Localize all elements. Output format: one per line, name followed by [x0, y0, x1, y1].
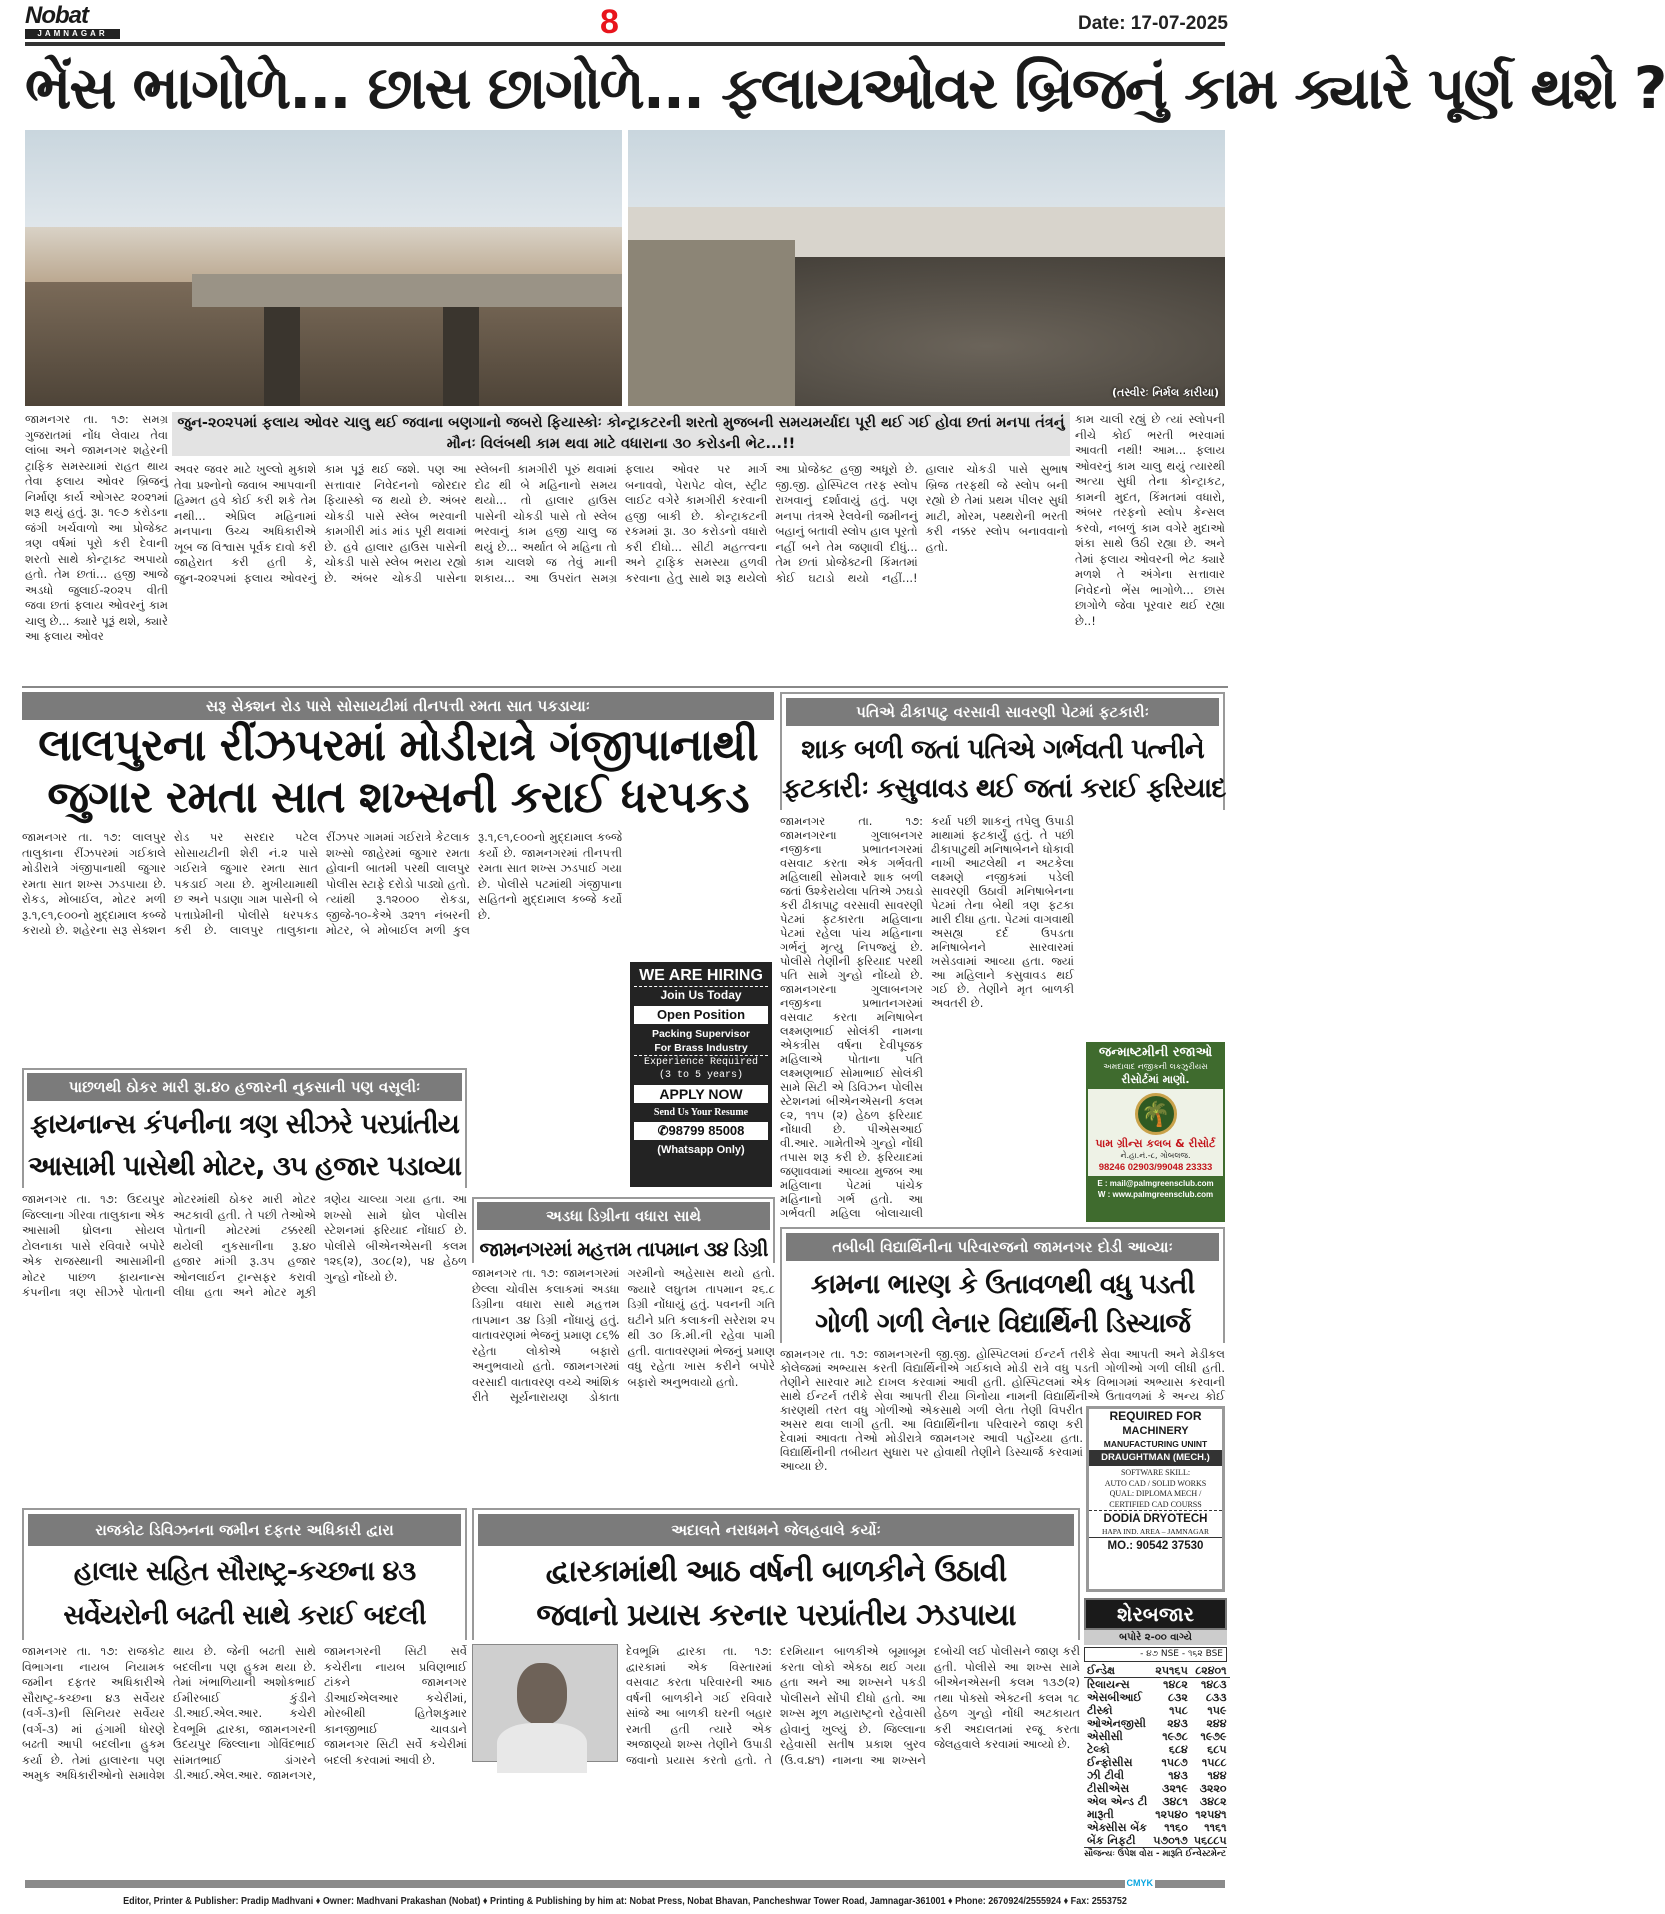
stock-row [1084, 1678, 1230, 1692]
cmyk-bar [25, 1880, 1225, 1888]
stock-nse-value: ૧૯૭૮ [1162, 1730, 1188, 1743]
stock-bse-value: ૩૨૨૦ [1199, 1782, 1227, 1795]
flyover-photo-right [628, 130, 1225, 406]
stock-nse-value: ૧૫૮ [1169, 1704, 1188, 1717]
medical-body: જામનગર તા. ૧૭: જામનગરની જી.જી. હોસ્પિટલમાં ઈન્ટર્ન તરીકે સેવા આપતી અને મેડીકલ કોલેજમાં અભ્યાસ કરતી વિદ્યાર્થિનીએ ગઈકાલે મોડી રાત્રે વધુ પડતી ગોળીઓ ગળી લીધી હતી. તેણીને સારવાર માટે દાખલ કરવામાં આવી હતી. હોસ્પિટલમાં એક વિભાગમાં અભ્યાસ કરવાની સાથે ઈન્ટર્ન તરીકે સેવા આપતી રીયા ગિનોયા નામની વિદ્યાર્થિનીએ ઉતાવળમાં કે અન્ય કોઈ કારણથી તરત વધુ ગોળીઓ એકસાથે ગળી લેતા તેણી વિપરીત અસર થવા લાગી હતી. આ વિદ્યાર્થિનીના પરિવારને જાણ કરી દેવામાં આવતા તેઓ મોડીરાત્રે જામનગર આવી પહોંચ્યા હતા. વિદ્યાર્થિનીની તબીયત સુધારા પર હોવાથી તેણીને ડિસ્ચાર્જ કરવામાં આવ્યા છે. [780, 1347, 1225, 1473]
hiring-ad[interactable] [630, 962, 772, 1187]
stock-nse-value: ૫૭૦૧૭ [1153, 1834, 1188, 1847]
surveyors-kicker: રાજકોટ ડિવિઝનના જમીન દફતર અધિકારી દ્વારા [28, 1514, 461, 1546]
dwarka-body-area [472, 1644, 1080, 1876]
stock-row [1084, 1834, 1230, 1847]
stock-row [1084, 1795, 1230, 1808]
stock-name: એલ એન્ડ ટી [1087, 1795, 1148, 1808]
medical-headline-1: કામના ભારણ કે ઉતાવળથી વધુ પડતી [810, 1269, 1195, 1300]
hiring-apply-now: APPLY NOW [634, 1085, 768, 1103]
stock-bse-value: ૨૪૪ [1206, 1717, 1227, 1730]
finance-kicker: પાછળથી ઠોકર મારી રૂા.૪૦ હજારની નુકસાની પણ વસૂલીઃ [27, 1073, 462, 1101]
palm-tree-icon: 🌴 [1135, 1093, 1177, 1135]
stock-bse-value: ૩૪૮૨ [1199, 1795, 1227, 1808]
gambling-headline-1: લાલપુરના રીંઝપરમાં મોડીરાત્રે ગંજીપાનાથી [38, 720, 758, 771]
nse-change: - ૪૭ NSE [1140, 1649, 1179, 1659]
stock-nse-value: ૧૧૬૦ [1164, 1821, 1188, 1834]
draughtsman-address: HAPA IND. AREA – JAMNAGAR [1089, 1527, 1222, 1538]
lead-subhead: જુન-૨૦૨૫માં ફલાય ઓવર ચાલુ થઈ જવાના બણગાનો જબરો ફિયાસ્કોઃ કોન્ટ્રાકટરની શરતો મુજબની સમયમર્યાદા પૂરી થઈ ગઈ હોવા છતાં મનપા તંત્રનું મૌનઃ વિલંબથી કામ થવા માટે વધારાના ૩૦ કરોડની ભેટ...!! [172, 412, 1070, 456]
finance-body: જામનગર તા. ૧૭: ઉદયપુર જિલ્લાના ગીરવા તાલુકાના એક આસામી ધ્રોલના સોયલ ટોલનાકા પાસે રવિવારે બપોરે એક રાજસ્થાની આસામીની મોટર પાછળ ફાયનાન્સ કંપનીના ત્રણ સીઝરે પોતાની મોટરમાંથી ઠોકર મારી મોટર અટકાવી હતી. તે પછી તેઓએ પોતાની મોટરમાં ટક્કરથી થયેલી નુકસાનીના રૂ.૪૦ હજાર માંગી રૂ.૩૫ હજાર ઓનલાઈન ટ્રાન્સફર કરાવી લીધા હતા અને મોટર મૂકી ત્રણેય ચાલ્યા ગયા હતા. આ શખ્સો સામે ધ્રોલ પોલીસ સ્ટેશનમાં ફરિયાદ નોંધાઈ છે. પોલીસે બીએનએસની કલમ ૧૨૬(૨), ૩૦૮(૨), ૫૪ હેઠળ ગુન્હો નોંધ્યો છે. [22, 1192, 467, 1299]
stock-name: ઈન્ફોસીસ [1087, 1756, 1133, 1769]
hiring-open-position: Open Position [634, 1006, 768, 1024]
stock-name: એક્સીસ બેંક [1087, 1821, 1147, 1834]
lead-body-right: કામ ચાલી રહ્યું છે ત્યાં સ્લોપની નીચે કોઈ ભરતી ભરવામાં આવતી નથી! આમ... ફલાય ઓવરનું કામ ચાલુ થયું ત્યારથી અત્યા સુધી તેના કોન્ટ્રાકટ, કામની મુદત, કિંમતમાં વધારો, અંબર તરફનો સ્લોપ કેન્સલ કરવો, નબળું કામ વગેરે મુદાઓ શંકા સાથે ઉઠી રહ્યા છે. અને તેમાં ફલાય ઓવરની ભેટ ક્યારે મળશે તે અંગેના સત્તાવાર નિવેદનો ભેંસ ભાગોળે... છાસ છાગોળે જેવા પૂરવાર થઈ રહ્યા છે..! [1075, 412, 1225, 628]
page-number: 8 [600, 3, 619, 41]
stock-name: ઝી ટીવી [1087, 1769, 1125, 1782]
hiring-tagline: Join Us Today [660, 988, 742, 1002]
stock-bse-value: ૧૯૭૯ [1200, 1730, 1227, 1743]
stock-bse-value: ૧૫૯ [1207, 1704, 1227, 1717]
stock-nse-value: ૧૪૮૨ [1163, 1678, 1188, 1691]
article-dwarka [472, 1508, 1080, 1640]
article-surveyors [22, 1508, 467, 1640]
dwarka-kicker: અદાલતે નરાધમને જેલહવાલે કર્યોઃ [478, 1514, 1074, 1546]
article-pregnant [780, 692, 1225, 810]
stock-table [1084, 1664, 1230, 1847]
stock-row [1084, 1769, 1230, 1782]
stock-bse-value: ૬૮૫ [1207, 1743, 1227, 1756]
stock-row [1084, 1782, 1230, 1795]
stock-source: સૌજન્યઃ ઉપેશ વોરા - મારૂતિ ઈન્વેસ્ટમેન્ટ [1084, 1849, 1227, 1859]
surveyors-headline-1: હાલાર સહિત સૌરાષ્ટ્ર-કચ્છના ૪૩ [73, 1556, 416, 1587]
stock-time: બપોરે ૨-૦૦ વાગ્યે [1084, 1630, 1227, 1645]
article-temperature [472, 1197, 775, 1263]
bse-change: - ૧૬૨ BSE [1181, 1649, 1223, 1659]
draughtsman-line-1: REQUIRED FOR [1109, 1409, 1202, 1423]
stock-row [1084, 1664, 1230, 1678]
draughtsman-skill-2: AUTO CAD / SOLID WORKS [1104, 1478, 1207, 1488]
logo-city: JAMNAGAR [25, 29, 120, 39]
dwarka-headline-2: જવાનો પ્રયાસ કરનાર પરપ્રાંતીય ઝડપાયા [536, 1598, 1016, 1633]
stock-row [1084, 1717, 1230, 1730]
temperature-body: જામનગર તા. ૧૭: જામનગરમાં છેલ્લા ચોવીસ કલાકમાં અડધા ડિગ્રીના વધારા સાથે મહત્તમ તાપમાન ૩૪ ડિગ્રી નોંધાયું હતું. વાતાવરણમાં ભેજનું પ્રમાણ ૮૬% રહેતા લોકોએ બફારો અનુભવાયો હતો. જામનગરમાં વરસાદી વાતાવરણ વચ્ચે આંશિક રીતે સૂર્યનારાયણ ડોકાતા ગરમીનો અહેસાસ થયો હતો. જ્યારે લઘુતમ તાપમાન ૨૬.૮ ડિગ્રી નોંધાયું હતું. પવનની ગતિ ઘટીને પ્રતિ કલાકની સરેરાશ ૨૫ થી ૩૦ કિ.મી.ની રહેવા પામી હતી. વાતાવરણમાં ભેજનું પ્રમાણ વધુ રહેતા ખાસ કરીને બપોરે બફારો અનુભવાયો હતો. [472, 1266, 775, 1404]
surveyors-headline-2: સર્વેયરોની બઢતી સાથે કરાઈ બદલી [63, 1600, 426, 1631]
hiring-send-resume: Send Us Your Resume [653, 1107, 749, 1118]
stock-name: ઈન્ડેક્ષ [1087, 1664, 1116, 1677]
medical-kicker: તબીબી વિદ્યાર્થિનીના પરિવારજનો જામનગર દોડી આવ્યાઃ [786, 1233, 1219, 1261]
stock-nse-value: ૧૪૩ [1168, 1769, 1188, 1782]
resort-name: પામ ગ્રીન્સ કલબ & રીસોર્ટ [1095, 1137, 1216, 1150]
stock-nse-value: ૩૨૧૯ [1162, 1782, 1188, 1795]
stock-bse-value: ૫૬૮૮૫ [1193, 1834, 1227, 1847]
pregnant-body: જામનગર તા. ૧૭: જામનગરના ગુલાબનગર નજીકના પ્રભાતનગરમાં વસવાટ કરતા એક ગર્ભવતી મહિલાથી સોમવારે શાક બળી જતાં ઉશ્કેરાયેલા પતિએ ઝઘડો કરી ઢીકાપાટુ વરસાવી સાવરણી પેટમાં ફટકારતા મહિલાના પેટમાં રહેલા પાંચ મહિનાના ગર્ભનું મૃત્યુ નિપજ્યું છે. પોલીસે તેણીની ફરિયાદ પરથી પતિ સામે ગુન્હો નોંધ્યો છે. જામનગરના ગુલાબનગર નજીકના પ્રભાતનગરમાં વસવાટ કરતા મનિષાબેન લક્ષ્મણભાઈ સોલંકી નામના એકત્રીસ વર્ષના દેવીપૂજક મહિલાએ પોતાના પતિ લક્ષ્મણભાઈ સોમાભાઈ સોલંકી સામે સિટી એ ડિવિઝન પોલીસ સ્ટેશનમાં બીએનએસની કલમ ૯૨, ૧૧૫ (૨) હેઠળ ફરિયાદ નોંધાવી છે. પીએસઆઈ વી.આર. ગામેતીએ ગુન્હો નોંધી તપાસ શરૂ કરી છે. ફરિયાદમાં જણાવવામાં આવ્યા મુજબ આ મહિલાના પેટમાં પાંચેક મહિનાનો ગર્ભ હતો. આ ગર્ભવતી મહિલા બોલાચાલી કર્યા પછી શાકનું તપેલુ ઉપાડી માથામાં ફટકાર્યું હતું. તે પછી ઢીકાપાટુથી મનિષાબેનને ધોકાવી નાખી આટલેથી ન અટકેલા લક્ષ્મણે નજીકમાં પડેલી સાવરણી ઉઠાવી મનિષાબેનના પેટમાં તેના બેથી ત્રણ ફટકા મારી દીધા હતા. પેટમાં વાગવાથી અસહ્ય દર્દ ઉપડતા મનિષાબેનને સારવારમાં ખસેડવામાં આવ્યા હતા. જ્યાં આ મહિલાને કસુવાવડ થઈ ગઈ છે. તેણીને મૃત બાળકી અવતરી છે. [780, 814, 1074, 1220]
stock-nse-value: ૩૪૮૧ [1162, 1795, 1188, 1808]
stock-row [1084, 1821, 1230, 1834]
gambling-headline-2: જુગાર રમતા સાત શખ્સની કરાઈ ધરપકડ [47, 772, 749, 823]
stock-bse-value: ૧૪૮૩ [1200, 1678, 1227, 1691]
stock-nse-value: ૧૫૮૭ [1161, 1756, 1188, 1769]
draughtsman-skill-4: CERTIFIED CAD COURSS [1089, 1500, 1222, 1512]
resort-address: ને.હા.નં.-૮, ગોબલજ. [1120, 1151, 1191, 1160]
stock-row [1084, 1691, 1230, 1704]
section-divider [22, 686, 1228, 688]
gambling-kicker: સરૂ સેક્શન રોડ પાસે સોસાયટીમાં તીનપત્તી રમતા સાત પકડાયાઃ [22, 692, 774, 720]
stock-bse-value: ૧૪૪ [1207, 1769, 1227, 1782]
stock-nse-value: ૧૨૫૪૦ [1155, 1808, 1188, 1821]
stock-nse-value: ૨૪૩ [1167, 1717, 1188, 1730]
stock-bse-value: ૮૨૪૦૧ [1195, 1664, 1227, 1677]
temperature-kicker: અડધા ડિગ્રીના વધારા સાથે [477, 1202, 770, 1230]
hiring-industry: For Brass Industry [634, 1041, 768, 1056]
medical-headline-2: ગોળી ગળી લેનાર વિદ્યાર્થિની ડિસ્ચાર્જ [815, 1308, 1190, 1339]
stock-name: ટીસીએસ [1087, 1782, 1130, 1795]
draughtsman-skill-3: QUAL: DIPLOMA MECH / [1109, 1489, 1202, 1498]
hiring-experience: Experience Required [643, 1057, 759, 1068]
photo-credit: (તસ્વીરઃ નિર્મલ કારીયા) [1111, 386, 1219, 399]
stock-row [1084, 1704, 1230, 1717]
stock-market-box [1084, 1598, 1227, 1861]
stock-name: એસીસી [1087, 1730, 1123, 1743]
hiring-experience-years: (3 to 5 years) [658, 1070, 743, 1081]
draughtsman-skill-1: SOFTWARE SKILL: [1120, 1468, 1191, 1477]
pregnant-headline-1: શાક બળી જતાં પતિએ ગર્ભવતી પત્નીને [801, 734, 1204, 765]
stock-exchange-change [1084, 1647, 1227, 1662]
draughtsman-phone: MO.: 90542 37530 [1107, 1540, 1204, 1552]
stock-name: મારૂતી [1087, 1808, 1114, 1821]
hiring-note: (Whatsapp Only) [657, 1144, 745, 1156]
phone-icon: ✆ [657, 1123, 669, 1138]
stock-row [1084, 1756, 1230, 1769]
resort-line-3: રીસોર્ટમાં માણો. [1121, 1073, 1190, 1086]
logo-wordmark: Nobat [25, 2, 88, 29]
lead-headline: ભેંસ ભાગોળે... છાસ છાગોળે... ફલાયઓવર બ્રિજનું કામ ક્યારે પૂર્ણ થશે ? [25, 54, 1665, 122]
stock-row [1084, 1743, 1230, 1756]
stock-nse-value: ૨૫૧૬૫ [1155, 1664, 1188, 1677]
draughtsman-company: DODIA DRYOTECH [1103, 1513, 1208, 1525]
stock-nse-value: ૬૮૪ [1168, 1743, 1188, 1756]
dwarka-headline-1: દ્વારકામાંથી આઠ વર્ષની બાળકીને ઉઠાવી [545, 1554, 1007, 1589]
stock-name: એસબીઆઈ [1087, 1691, 1142, 1704]
hiring-title: WE ARE HIRING [634, 966, 768, 987]
stock-name: ઓએનજીસી [1087, 1717, 1146, 1730]
surveyors-body: જામનગર તા. ૧૭: રાજકોટ વિભાગના નાયબ નિયામક જમીન દફતર અધિકારીએ સૌરાષ્ટ્ર-કચ્છના ૪૩ સર્વેયર (વર્ગ-૩)ની સિનિયર સર્વેયર (વર્ગ-૩) માં હંગામી ધોરણે બઢતી આપી બદલીના હુકમ કર્યા છે. તેમાં હાલારના પણ અમુક અધિકારીઓનો સમાવેશ થાય છે. જેની બઢતી સાથે બદલીના પણ હુકમ થયા છે. તેમાં ખંભાળિયાની અશોકભાઈ ઈમીરબાઈ કુંડીને ડી.આઈ.એલ.આર. કચેરી દેવભૂમિ દ્વારકા, જામનગરની ઉદયપુર જિલ્લાના ગોવિંદભાઈ સાંમતભાઈ ડાંગરને ડી.આઈ.એલ.આર. જામનગર, જામનગરની સિટી સર્વે કચેરીના નાયબ પ્રવિણભાઈ ટાંકને જામનગર ડીઆઈએલઆર કચેરીમાં, મોરબીથી હિતેશકુમાર કાનજીભાઈ ચાવડાને જામનગર સિટી સર્વે કચેરીમાં બદલી કરવામાં આવી છે. [22, 1644, 467, 1782]
stock-bse-value: ૧૫૮૮ [1201, 1756, 1227, 1769]
article-medical [780, 1227, 1225, 1343]
stock-bse-value: ૧૧૬૧ [1204, 1821, 1227, 1834]
lead-body-intro: જામનગર તા. ૧૭: સમગ્ર ગુજરાતમાં નોંધ લેવાય તેવા લાંબા અને જામનગર શહેરની ટ્રાફિક સમસ્યામાં રાહત થાય તેવા ફલાય ઓવર બ્રિજનું નિર્માણ કાર્ય ઓગસ્ટ ૨૦૨૧માં શરૂ થયું હતું. રૂા. ૧૯૭ કરોડના જંગી ખર્ચવાળો આ પ્રોજેક્ટ ત્રણ વર્ષમાં પૂરો કરી દેવાની શરતો સાથે કોન્ટ્રાક્ટ અપાયો હતો. તેમ છતાં... હજી આજે અડધો જુલાઈ-૨૦૨૫ વીતી જવા છતાં ફલાય ઓવરનું કામ ચાલુ છે... ક્યારે પૂરૂં થશે, ક્યારે આ ફલાય ઓવર [25, 412, 168, 643]
flyover-photo-left [25, 130, 622, 406]
stock-bse-value: ૧૨૫૪૧ [1195, 1808, 1227, 1821]
stock-bse-value: ૮૩૩ [1205, 1691, 1227, 1704]
resort-email[interactable]: E : mail@palmgreensclub.com [1097, 1179, 1214, 1188]
article-gambling [22, 692, 774, 824]
footer-imprint: Editor, Printer & Publisher: Pradip Madhvani ♦ Owner: Madhvani Prakashan (Nobat) ♦ Printing & Publishing by him at: Nobat Press, Nobat Bhavan, Pancheshwar Tower Road, Jamnagar-361001 ♦ Phone: 2670924/2555924 ♦ Fax: 2553752 [123, 1895, 1127, 1907]
resort-website[interactable]: W : www.palmgreensclub.com [1097, 1190, 1214, 1199]
draughtsman-ad[interactable] [1086, 1406, 1225, 1592]
dwarka-body: દેવભૂમિ દ્વારકા તા. ૧૭: દ્વારકામાં એક વિસ્તારમાં વસવાટ કરતા પરિવારની આઠ વર્ષની બાળકીને ગઈ રવિવારે સાંજે આ બાળકી ઘરની બહાર રમતી હતી ત્યારે એક અજાણ્યો શખ્સ તેણીને ઉપાડી જવાનો પ્રયાસ કરતો હતો. તે દરમિયાન બાળકીએ બૂમાબૂમ કરતા લોકો એકઠા થઈ ગયા હતા અને આ શખ્સને પકડી પોલીસને સોંપી દીધો હતો. આ શખ્સ મૂળ મહારાષ્ટ્રનો રહેવાસી હોવાનું ખુલ્યું છે. જિલ્લાના રહેવાસી સતીષ પ્રકાશ બુરવ (ઉ.વ.૪૧) નામના આ શખ્સને દબોચી લઈ પોલીસને જાણ કરી હતી. પોલીસે આ શખ્સ સામે બીએનએસની કલમ ૧૩૭(૨) તથા પોક્સો એક્ટની કલમ ૧૮ હેઠળ ગુન્હો નોંધી અટકાયત કરી અદાલતમાં રજૂ કરતા જેલહવાલે કરવામાં આવ્યો છે. [626, 1644, 1080, 1767]
stock-nse-value: ૮૩૨ [1167, 1691, 1188, 1704]
nobat-logo [25, 4, 120, 40]
pregnant-kicker: પતિએ ઢીકાપાટુ વરસાવી સાવરણી પેટમાં ફટકારીઃ [786, 698, 1219, 726]
resort-phone: 98246 02903/99048 23333 [1098, 1162, 1213, 1173]
temperature-headline: જામનગરમાં મહત્તમ તાપમાન ૩૪ ડિગ્રી [479, 1237, 768, 1261]
accused-photo [472, 1644, 618, 1762]
cmyk-label: CMYK [1126, 1878, 1153, 1888]
gambling-body: જામનગર તા. ૧૭: લાલપુર તાલુકાના રીંઝપરમાં ગઈકાલે મોડીરાત્રે ગંજીપાનાથી જુગાર રમતા સાત શખ્સ ઝડપાયા છે. રોકડ, મોબાઈલ, મોટર મળી રૂ.૧,૯૧,૯૦૦નો મુદ્દામાલ કબ્જે કરાયો છે. શહેરના સરૂ સેક્શન રોડ પર સરદાર પટેલ સોસાયટીની શેરી નં.૨ પાસે ગઈરાત્રે જુગાર રમતા સાત પકડાઈ ગયા છે. મુખીયામાથી છ અને પડાણા ગામ પાસેની બે પત્તાપ્રેમીની પોલીસે ધરપકડ કરી છે. લાલપુર તાલુકાના રીંઝપર ગામમાં ગઈરાત્રે કેટલાક શખ્સો જાહેરમાં જુગાર રમતા હોવાની બાતમી પરથી લાલપુર પોલીસ સ્ટાફે દરોડો પાડ્યો હતો. ત્યાંથી રૂ.૧૨૦૦૦ રોકડા, જીજે-૧૦-કેએ ૩૨૧૧ નંબરની મોટર, બે મોબાઈલ મળી કુલ રૂ.૧,૯૧,૯૦૦નો મુદ્દામાલ કબ્જે કર્યો છે. જામનગરમાં તીનપત્તી રમતા સાત શખ્સ ઝડપાઈ ગયા છે. પોલીસે પટમાંથી ગંજીપાના સહિતનો મુદ્દામાલ કબ્જે કર્યો છે. [22, 830, 622, 937]
draughtsman-line-2: MACHINERY [1122, 1425, 1189, 1437]
draughtsman-line-3: MANUFACTURING UNINT [1103, 1439, 1208, 1449]
finance-headline-1: ફાયનાન્સ કંપનીના ત્રણ સીઝરે પરપ્રાંતીય [30, 1109, 459, 1140]
finance-headline-2: આસામી પાસેથી મોટર, ૩૫ હજાર પડાવ્યા [27, 1151, 462, 1182]
stock-row [1084, 1730, 1230, 1743]
stock-name: બેંક નિફટી [1087, 1834, 1136, 1847]
stock-name: ટીસ્કો [1087, 1704, 1113, 1717]
stock-row [1084, 1808, 1230, 1821]
article-finance [22, 1068, 467, 1188]
resort-line-2: અમદાવાદ નજીકની લક્ઝુરીયસ [1103, 1062, 1208, 1071]
stock-name: રિલાયન્સ [1087, 1678, 1130, 1691]
hiring-role: Packing Supervisor [651, 1028, 751, 1040]
stock-title: શેરબજાર [1084, 1598, 1227, 1630]
lead-body-main: અવર જવર માટે ખુલ્લો મુકાશે તેવા પ્રશ્નોનો જવાબ આપવાની હિમ્મત હવે કોઈ કરી શકે તેમ નથી... એપ્રિલ મહિનામાં મનપાના ઉચ્ચ અધિકારીએ ખૂબ જ વિશ્વાસ પૂર્વક દાવો કરી જાહેરાત કરી હતી કે, જુન-૨૦૨૫માં ફલાય ઓવરનું કામ પૂરૂં થઈ જશે. પણ આ સત્તાવાર નિવેદનનો જોરદાર ફિયાસ્કો જ થયો છે. અંબર ચોકડી પાસે સ્લેબ ભરવાની કામગીરી માંડ માંડ પૂરી થવામાં છે. હવે હાલાર હાઉસ પાસેની ચોકડી પાસે સ્લેબ ભરાય રહ્યો છે. અંબર ચોકડી પાસેના સ્લેબની કામગીરી પૂરું થવામાં દોઢ થી બે મહિનાનો સમય થયો... તો હાલાર હાઉસ પાસેની ચોકડી પાસે તો સ્લેબ ભરવાનું કામ હજી ચાલુ જ થયું છે... અર્થાત બે મહિના તો કામ ચાલશે જ તેવું માની શકાય... આ ઉપરાંત સમગ્ર ફલાય ઓવર પર માર્ગ બનાવવો, પેરાપેટ વોલ, સ્ટ્રીટ લાઈટ વગેરે કામગીરી કરવાની હજી બાકી છે. કોન્ટ્રાકટની રકમમાં રૂા. ૩૦ કરોડનો વધારો કરી દીધો... સીટી મહત્ત્વના અને ટ્રાફિક સમસ્યા હળવી કરવાના હેતુ સાથે શરૂ થયેલો આ પ્રોજેક્ટ હજી અધૂરો છે. જી.જી. હોસ્પિટલ તરફ સ્લોપ રાખવાનું દર્શાવાયું હતું. પણ મનપા તંત્રએ રેલવેની જમીનનું બહાનું બતાવી સ્લોપ હાલ પૂરતો નહીં બને તેમ જણાવી દીધું... તેમ છતાં પ્રોજેક્ટની કિંમતમાં કોઈ ઘટાડો થયો નહીં...! હાલાર ચોકડી પાસે સુભાષ બ્રિજ તરફથી જે સ્લોપ બની રહ્યો છે તેમાં પ્રથમ પીલર સુધી માટી, મોરમ, પથ્થરોની ભરતી કરી નક્કર સ્લોપ બનાવવાનો હતો. [174, 462, 1068, 585]
pregnant-headline-2: ફટકારીઃ કસુવાવડ થઈ જતાં કરાઈ ફરિયાદ [782, 773, 1226, 804]
resort-line-1: જન્માષ્ટમીની રજાઓ [1098, 1045, 1213, 1060]
hiring-phone-number: 98799 85008 [668, 1123, 745, 1138]
stock-name: ટેલ્કો [1087, 1743, 1110, 1756]
issue-date: Date: 17-07-2025 [1078, 13, 1228, 34]
masthead-rule [25, 42, 1225, 46]
draughtsman-role: DRAUGHTMAN (MECH.) [1089, 1450, 1222, 1466]
hiring-phone [634, 1122, 768, 1140]
resort-ad[interactable] [1086, 1042, 1225, 1222]
